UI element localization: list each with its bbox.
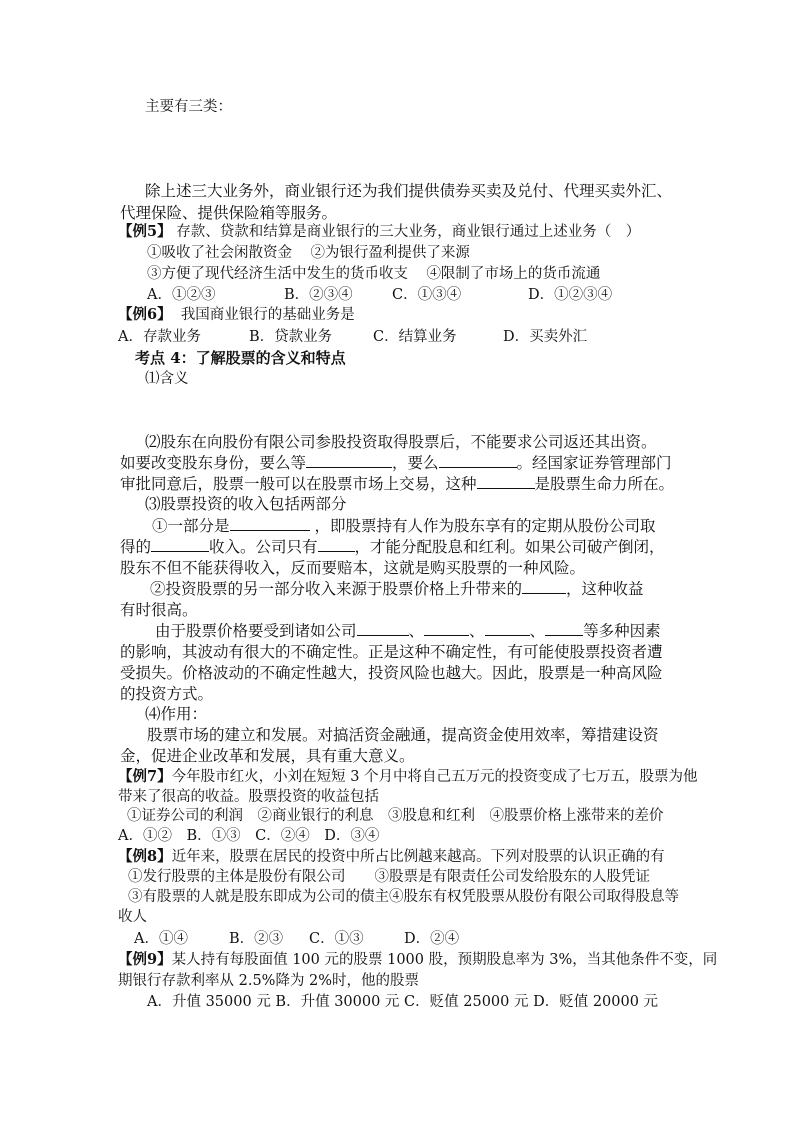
example-8-stem (118, 847, 665, 867)
example-stem: 存款、贷款和结算是商业银行的三大业务，商业银行通过上述业务（ ） (176, 224, 641, 240)
example-7-options: A．①② B．①③ C．②④ D．③④ (118, 828, 380, 844)
example-5-items-a (147, 243, 470, 263)
example-stem: 近年来，股票在居民的投资中所占比例越来越高。下列对股票的认识正确的有 (171, 849, 665, 865)
section-heading: 考点 4：了解股票的含义和特点 (135, 349, 346, 367)
blank-line (357, 620, 409, 636)
example-tag: 【例5】 (118, 223, 172, 240)
example-7-stem-2: 带来了很高的收益。股票投资的收益包括 (118, 789, 379, 805)
example-6-options (118, 327, 587, 347)
paragraph-line: ①一部分是 ，即股票持有人作为股东享有的定期从股份公司取 (152, 517, 656, 535)
paragraph-line: 的投资方式。 (120, 685, 214, 703)
paragraph-line: 受损失。价格波动的不确定性越大，投资风险也越大。因此，股票是一种高风险 (120, 664, 663, 682)
example-9-options: A．升值 35000 元 B．升值 30000 元 C．贬值 25000 元 D．贬值 20000 元 (147, 994, 659, 1010)
paragraph-line: 审批同意后，股票一般可以在股票市场上交易，这种 是股票生命力所在。 (120, 475, 675, 493)
example-5-options (147, 285, 612, 305)
choice-item: ②为银行盈利提供了来源 (310, 245, 470, 261)
blank-line (485, 620, 530, 636)
option-d: D．①②③④ (528, 287, 613, 303)
option-d: D．②④ (404, 931, 460, 947)
example-tag: 【例6】 (118, 306, 172, 323)
example-9-stem-2: 期银行存款利率从 2.5%降为 2%时，他的股票 (118, 973, 420, 989)
example-8-items-c: 收人 (118, 909, 147, 925)
blank-line (306, 452, 392, 468)
example-7-stem (118, 767, 698, 787)
choice-item: ①吸收了社会闲散资金 (147, 245, 292, 261)
example-5-stem (118, 222, 640, 242)
choice-item: ③方便了现代经济生活中发生的货币收支 (147, 266, 408, 282)
blank-line (424, 620, 469, 636)
text-definition-label: ⑴含义 (145, 371, 189, 387)
example-7-items: ①证券公司的利润 ②商业银行的利息 ③股息和红利 ④股票价格上涨带来的差价 (127, 808, 664, 824)
paragraph-line: ⑵股东在向股份有限公司参股投资取得股票后，不能要求公司返还其出资。 (145, 433, 657, 451)
example-tag: 【例7】 (118, 768, 172, 785)
paragraph-line: 股东不但不能获得收入，反而要赔本，这就是购买股票的一种风险。 (120, 559, 586, 577)
option-d: D．买卖外汇 (503, 329, 588, 345)
example-6-stem (118, 305, 355, 325)
example-9-stem (118, 950, 717, 970)
paragraph-line: ⑶股票投资的收入包括两部分 (145, 495, 347, 513)
example-5-items-b (147, 264, 600, 284)
example-8-items-a: ①发行股票的主体是股份有限公司 ③股票是有限责任公司发给股东的人股凭证 (128, 869, 650, 885)
text-intro: 主要有三类： (145, 99, 232, 115)
example-8-items-b: ③有股票的人就是股东即成为公司的债主④股东有权凭股票从股份有限公司取得股息等 (128, 889, 679, 905)
blank-line (318, 536, 355, 552)
option-b: B．贷款业务 (249, 329, 333, 345)
option-c: C．结算业务 (373, 329, 457, 345)
option-c: C．①③④ (392, 287, 462, 303)
paragraph-line: 有时很高。 (120, 601, 198, 619)
paragraph-line: 金，促进企业改革和发展，具有重大意义。 (120, 747, 415, 765)
paragraph-line: 股票市场的建立和发展。对搞活资金融通，提高资金使用效率，筹措建设资 (147, 726, 659, 744)
paragraph-line: 如要改变股东身份，要么等 ，要么 。经国家证券管理部门 (120, 454, 672, 472)
option-b: B．②③④ (284, 287, 353, 303)
option-a: A．①②③ (147, 287, 216, 303)
paragraph-line: 的影响，其波动有很大的不确定性。正是这种不确定性，有可能使股票投资者遭 (120, 643, 663, 661)
text-other-services-1: 除上述三大业务外，商业银行还为我们提供债券买卖及兑付、代理买卖外汇、 (145, 182, 673, 200)
text-other-services-2: 代理保险、提供保险箱等服务。 (120, 204, 338, 222)
paragraph-line: 由于股票价格要受到诸如公司 、 、 、 等多种因素 (155, 622, 661, 640)
example-8-options (134, 929, 459, 949)
blank-line (522, 578, 566, 594)
option-a: A．①④ (134, 931, 188, 947)
example-stem: 某人持有每股面值 100 元的股票 1000 股，预期股息率为 3%，当其他条件不变，同 (171, 952, 718, 968)
example-stem: 今年股市红火，小刘在短短 3 个月中将自己五万元的投资变成了七万五，股票为他 (171, 769, 698, 785)
example-stem: 我国商业银行的基础业务是 (180, 307, 355, 323)
paragraph-line: ②投资股票的另一部分收入来源于股票价格上升带来的 ，这种收益 (150, 580, 644, 598)
paragraph-line: 得的 收入。公司只有 ，才能分配股息和红利。如果公司破产倒闭， (120, 538, 665, 556)
option-a: A．存款业务 (118, 329, 201, 345)
example-tag: 【例8】 (118, 848, 172, 865)
blank-line (151, 536, 209, 552)
blank-line (545, 620, 583, 636)
blank-line (477, 473, 535, 489)
blank-line (439, 452, 517, 468)
paragraph-line: ⑷作用： (145, 705, 208, 723)
example-tag: 【例9】 (118, 951, 172, 968)
choice-item: ④限制了市场上的货币流通 (426, 266, 601, 282)
option-c: C．①③ (309, 931, 364, 947)
blank-line (230, 515, 310, 531)
option-b: B．②③ (229, 931, 284, 947)
